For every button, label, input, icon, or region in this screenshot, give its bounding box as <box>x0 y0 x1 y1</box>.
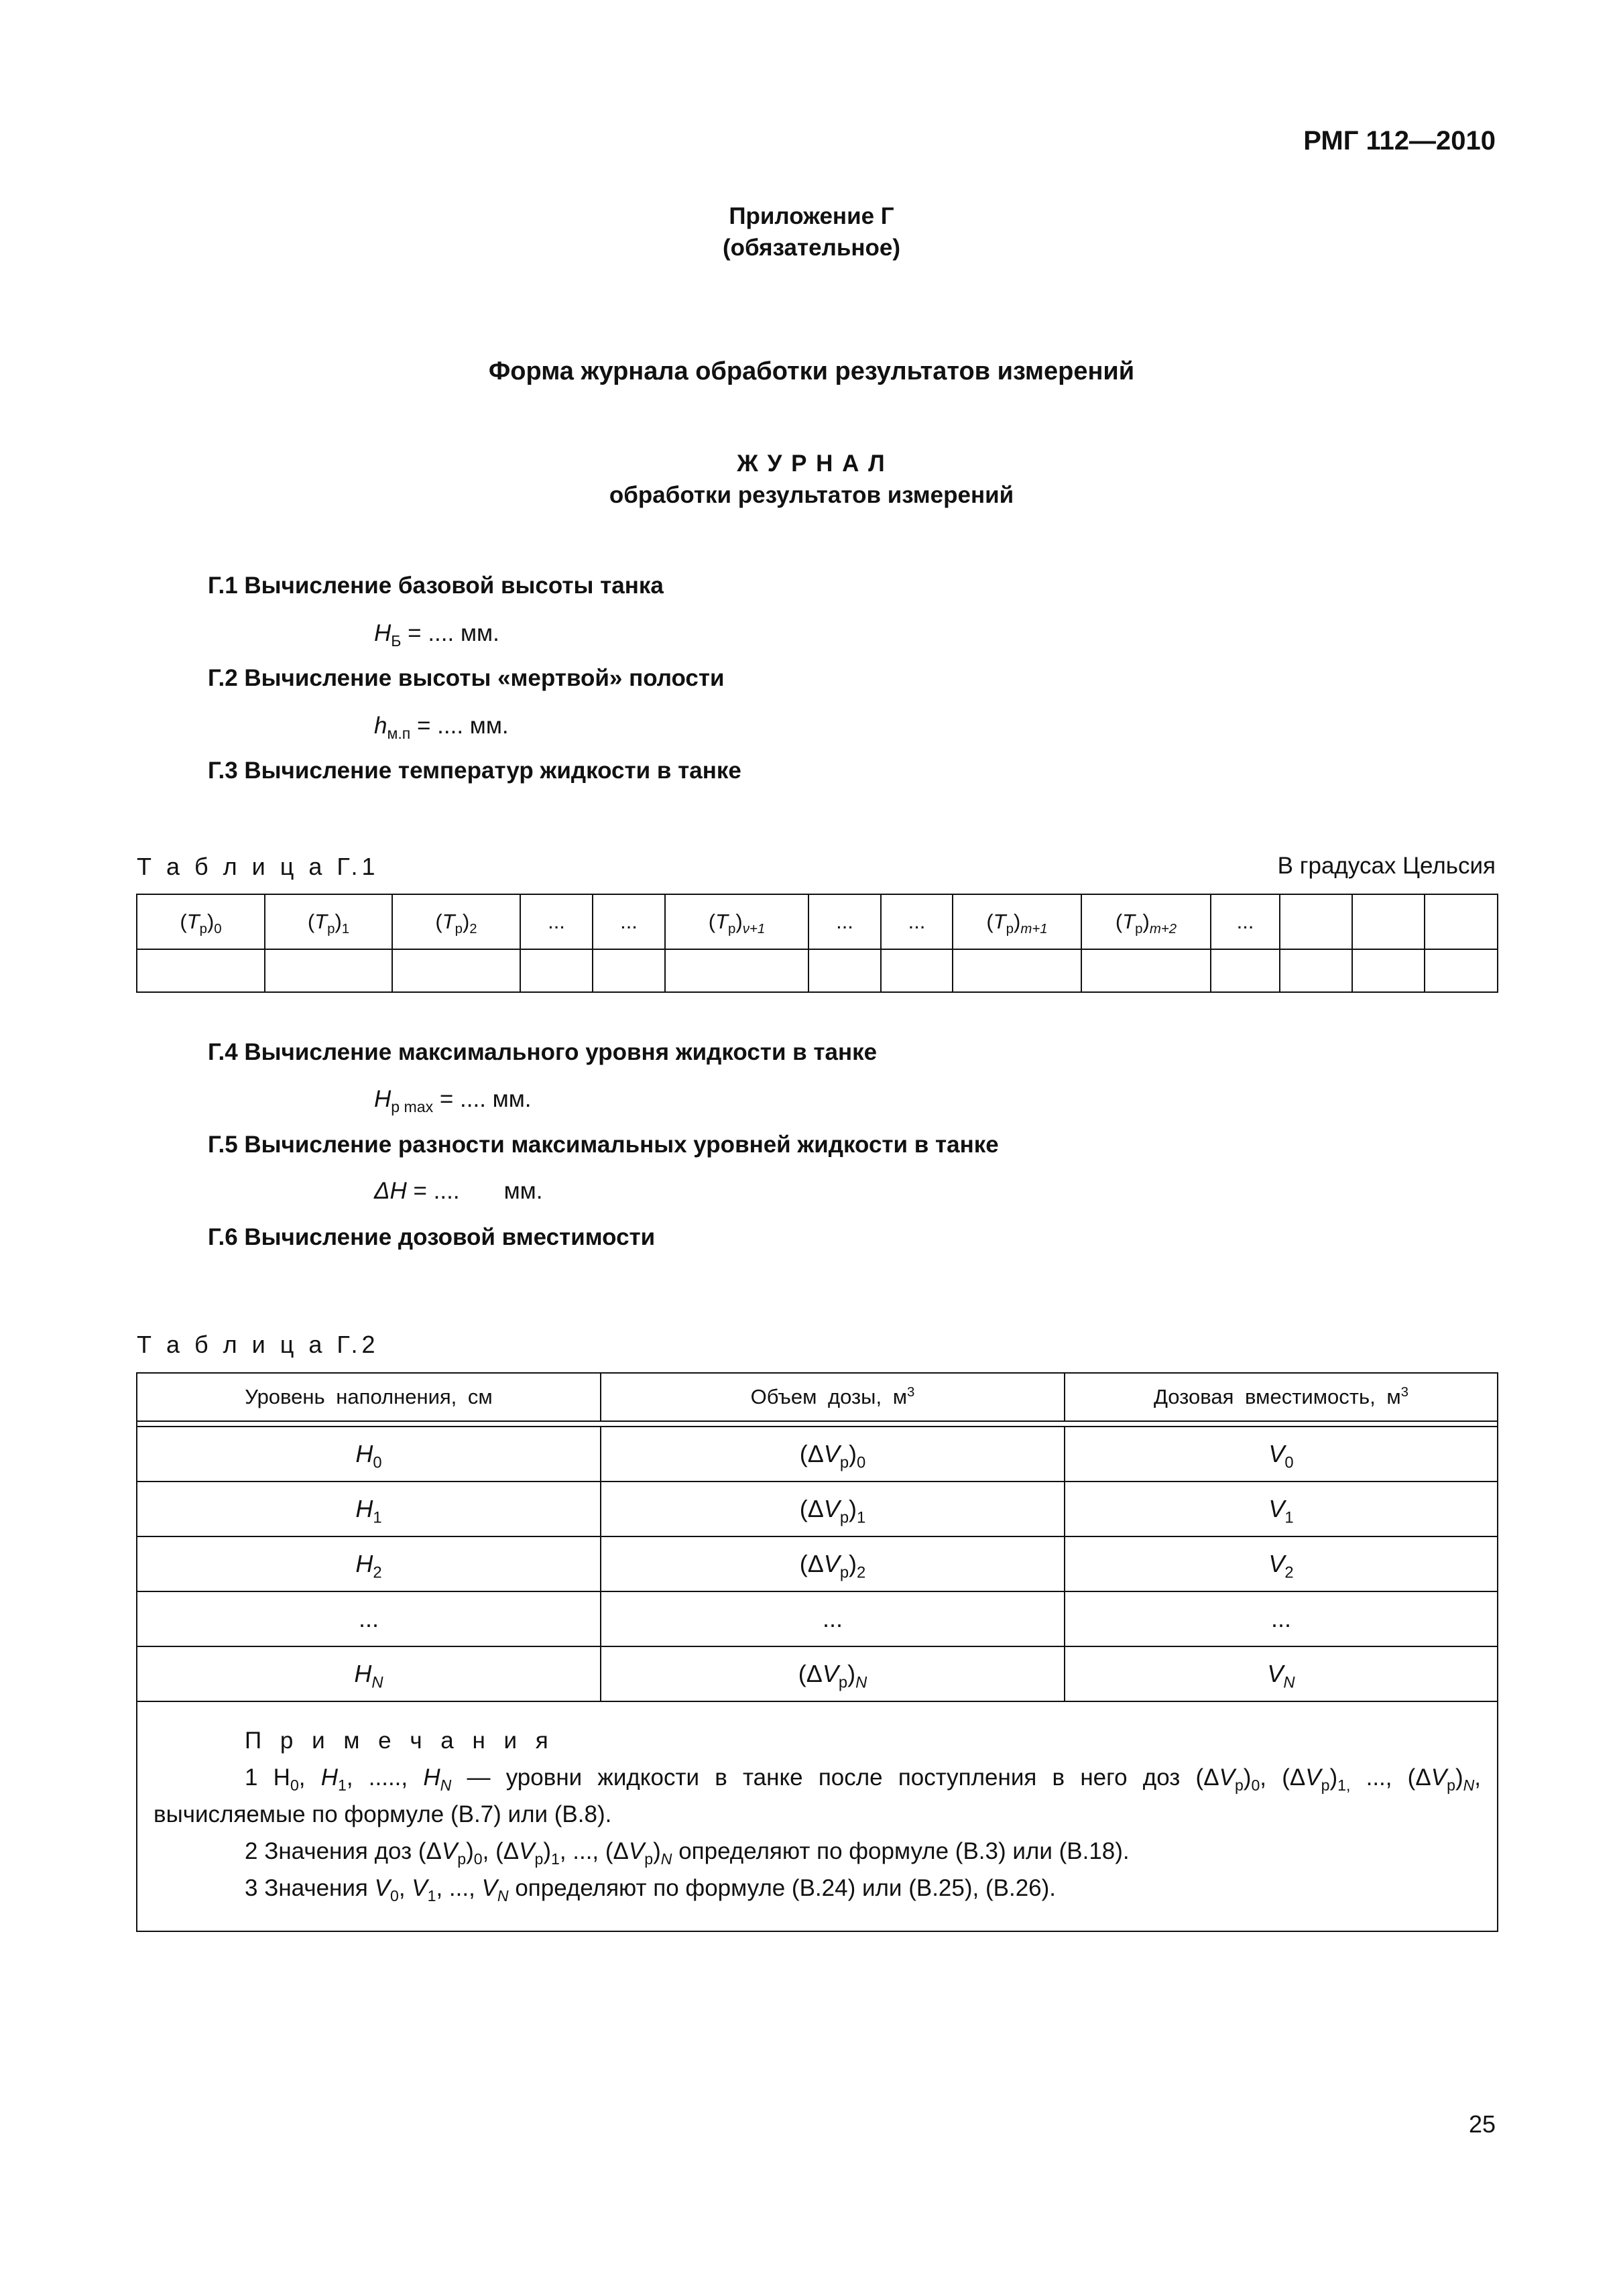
formula-g5 <box>374 1178 542 1205</box>
temperature-header-cell: ... <box>520 894 593 949</box>
table-row <box>137 1482 1498 1536</box>
temperature-header-cell <box>1352 894 1425 949</box>
notes-cell <box>137 1701 1498 1931</box>
level-cell: $H_2$ <box>137 1536 601 1591</box>
temperature-header-cell: ... <box>593 894 665 949</box>
header-dose-capacity: Дозовая вместимость, $м^3$ <box>1065 1373 1498 1421</box>
dose-capacity-table <box>136 1372 1498 1932</box>
table-row <box>137 1536 1498 1591</box>
journal-subtitle: обработки результатов измерений <box>609 482 1014 508</box>
dose-capacity-cell: $V_1$ <box>1065 1482 1498 1536</box>
dose-volume-cell: $(\Delta V_р)_N$ <box>601 1646 1065 1701</box>
ellipsis-cell: ... <box>601 1591 1065 1646</box>
appendix-title: Приложение Г <box>729 203 894 229</box>
dose-volume-cell: $(\Delta V_р)_1$ <box>601 1482 1065 1536</box>
appendix-type: (обязательное) <box>722 235 900 261</box>
formula-g4 <box>374 1086 532 1116</box>
formula-symbol: ΔH <box>374 1178 407 1204</box>
formula-subscript: Б <box>391 632 402 650</box>
note-1: 1 $H_0$, $H_1$, ....., $H_N$ — уровни жидкости в танке после поступления в него доз $(\Delta V_р)_0$, $(\Delta V_р)_{1,}$ ..., $(\Delta V_р)_N$, <box>245 1764 1482 1795</box>
note-3: 3 Значения $V_0$, $V_1$, ..., $V_N$ определяют по формуле (В.24) или (В.25), (В.26). <box>245 1875 1057 1905</box>
temperature-value-cell[interactable] <box>593 949 665 992</box>
header-dose-volume: Объем дозы, $м^3$ <box>601 1373 1065 1421</box>
temperature-value-cell[interactable] <box>1352 949 1425 992</box>
formula-value: = .... мм. <box>433 1086 532 1112</box>
section-g3: Г.3 Вычисление температур жидкости в танке <box>208 758 741 784</box>
table-row <box>137 1427 1498 1482</box>
formula-value: = .... <box>406 1178 460 1204</box>
temperature-value-cell[interactable] <box>1425 949 1498 992</box>
section-g6: Г.6 Вычисление дозовой вместимости <box>208 1224 656 1250</box>
formula-subscript: р max <box>391 1098 434 1116</box>
temperature-header-cell: ... <box>1211 894 1280 949</box>
ellipsis-cell: ... <box>1065 1591 1498 1646</box>
formula-value: = .... мм. <box>410 713 509 739</box>
formula-g2 <box>374 713 509 743</box>
temperature-value-cell[interactable] <box>808 949 881 992</box>
form-title: Форма журнала обработки результатов измерений <box>488 357 1135 385</box>
table2-caption: Т а б л и ц а Г.2 <box>137 1331 379 1358</box>
level-cell: $H_1$ <box>137 1482 601 1536</box>
dose-capacity-cell: $V_0$ <box>1065 1427 1498 1482</box>
table1-units: В градусах Цельсия <box>1277 853 1496 879</box>
temperature-header-cell: $(T_р)_0$ <box>137 894 265 949</box>
temperature-header-cell: ... <box>881 894 953 949</box>
journal-title: Ж У Р Н А Л <box>737 450 886 477</box>
formula-unit: мм. <box>503 1178 543 1204</box>
temperature-header-cell: ... <box>808 894 881 949</box>
ellipsis-cell: ... <box>137 1591 601 1646</box>
formula-g1 <box>374 620 499 650</box>
temperature-header-cell: $(T_р)_{m+2}$ <box>1081 894 1211 949</box>
temperature-value-cell[interactable] <box>265 949 392 992</box>
temperature-header-cell <box>1280 894 1352 949</box>
formula-value: = .... мм. <box>401 620 499 646</box>
document-code: РМГ 112—2010 <box>1303 126 1496 156</box>
temperature-header-cell: $(T_р)_1$ <box>265 894 392 949</box>
temperature-value-cell[interactable] <box>137 949 265 992</box>
header-divider <box>137 1421 1498 1427</box>
section-g2: Г.2 Вычисление высоты «мертвой» полости <box>208 665 725 691</box>
dose-volume-cell: $(\Delta V_р)_0$ <box>601 1427 1065 1482</box>
notes-heading: П р и м е ч а н и я <box>245 1728 554 1754</box>
temperature-value-cell[interactable] <box>1081 949 1211 992</box>
table-row <box>137 1591 1498 1646</box>
formula-symbol: H <box>374 620 392 646</box>
table1-caption: Т а б л и ц а Г.1 <box>137 853 379 880</box>
temperature-header-cell <box>1425 894 1498 949</box>
temperature-table <box>136 894 1498 993</box>
dose-capacity-cell: $V_2$ <box>1065 1536 1498 1591</box>
temperature-value-cell[interactable] <box>665 949 808 992</box>
temperature-value-cell[interactable] <box>953 949 1081 992</box>
temperature-header-cell: $(T_р)_{\nu+1}$ <box>665 894 808 949</box>
temperature-value-cell[interactable] <box>1211 949 1280 992</box>
temperature-header-cell: $(T_р)_{m+1}$ <box>953 894 1081 949</box>
temperature-header-cell: $(T_р)_2$ <box>392 894 520 949</box>
note-2: 2 Значения доз $(\Delta V_р)_0$, $(\Delta V_р)_1$, ..., $(\Delta V_р)_N$ определяют по формуле (В.3) или (В.18). <box>245 1838 1130 1868</box>
header-level: Уровень наполнения, см <box>137 1373 601 1421</box>
table-row <box>137 1646 1498 1701</box>
page-number: 25 <box>1468 2110 1496 2138</box>
temperature-value-cell[interactable] <box>1280 949 1352 992</box>
dose-capacity-cell: $V_N$ <box>1065 1646 1498 1701</box>
note-1-cont: вычисляемые по формуле (В.7) или (В.8). <box>154 1801 612 1827</box>
temperature-value-cell[interactable] <box>392 949 520 992</box>
section-g1: Г.1 Вычисление базовой высоты танка <box>208 572 664 599</box>
formula-subscript: м.п <box>387 725 411 743</box>
section-g4: Г.4 Вычисление максимального уровня жидкости в танке <box>208 1039 878 1065</box>
level-cell: $H_N$ <box>137 1646 601 1701</box>
dose-volume-cell: $(\Delta V_р)_2$ <box>601 1536 1065 1591</box>
formula-symbol: h <box>374 713 387 739</box>
level-cell: $H_0$ <box>137 1427 601 1482</box>
temperature-value-cell[interactable] <box>520 949 593 992</box>
temperature-value-cell[interactable] <box>881 949 953 992</box>
formula-symbol: H <box>374 1086 392 1112</box>
section-g5: Г.5 Вычисление разности максимальных уровней жидкости в танке <box>208 1132 999 1158</box>
